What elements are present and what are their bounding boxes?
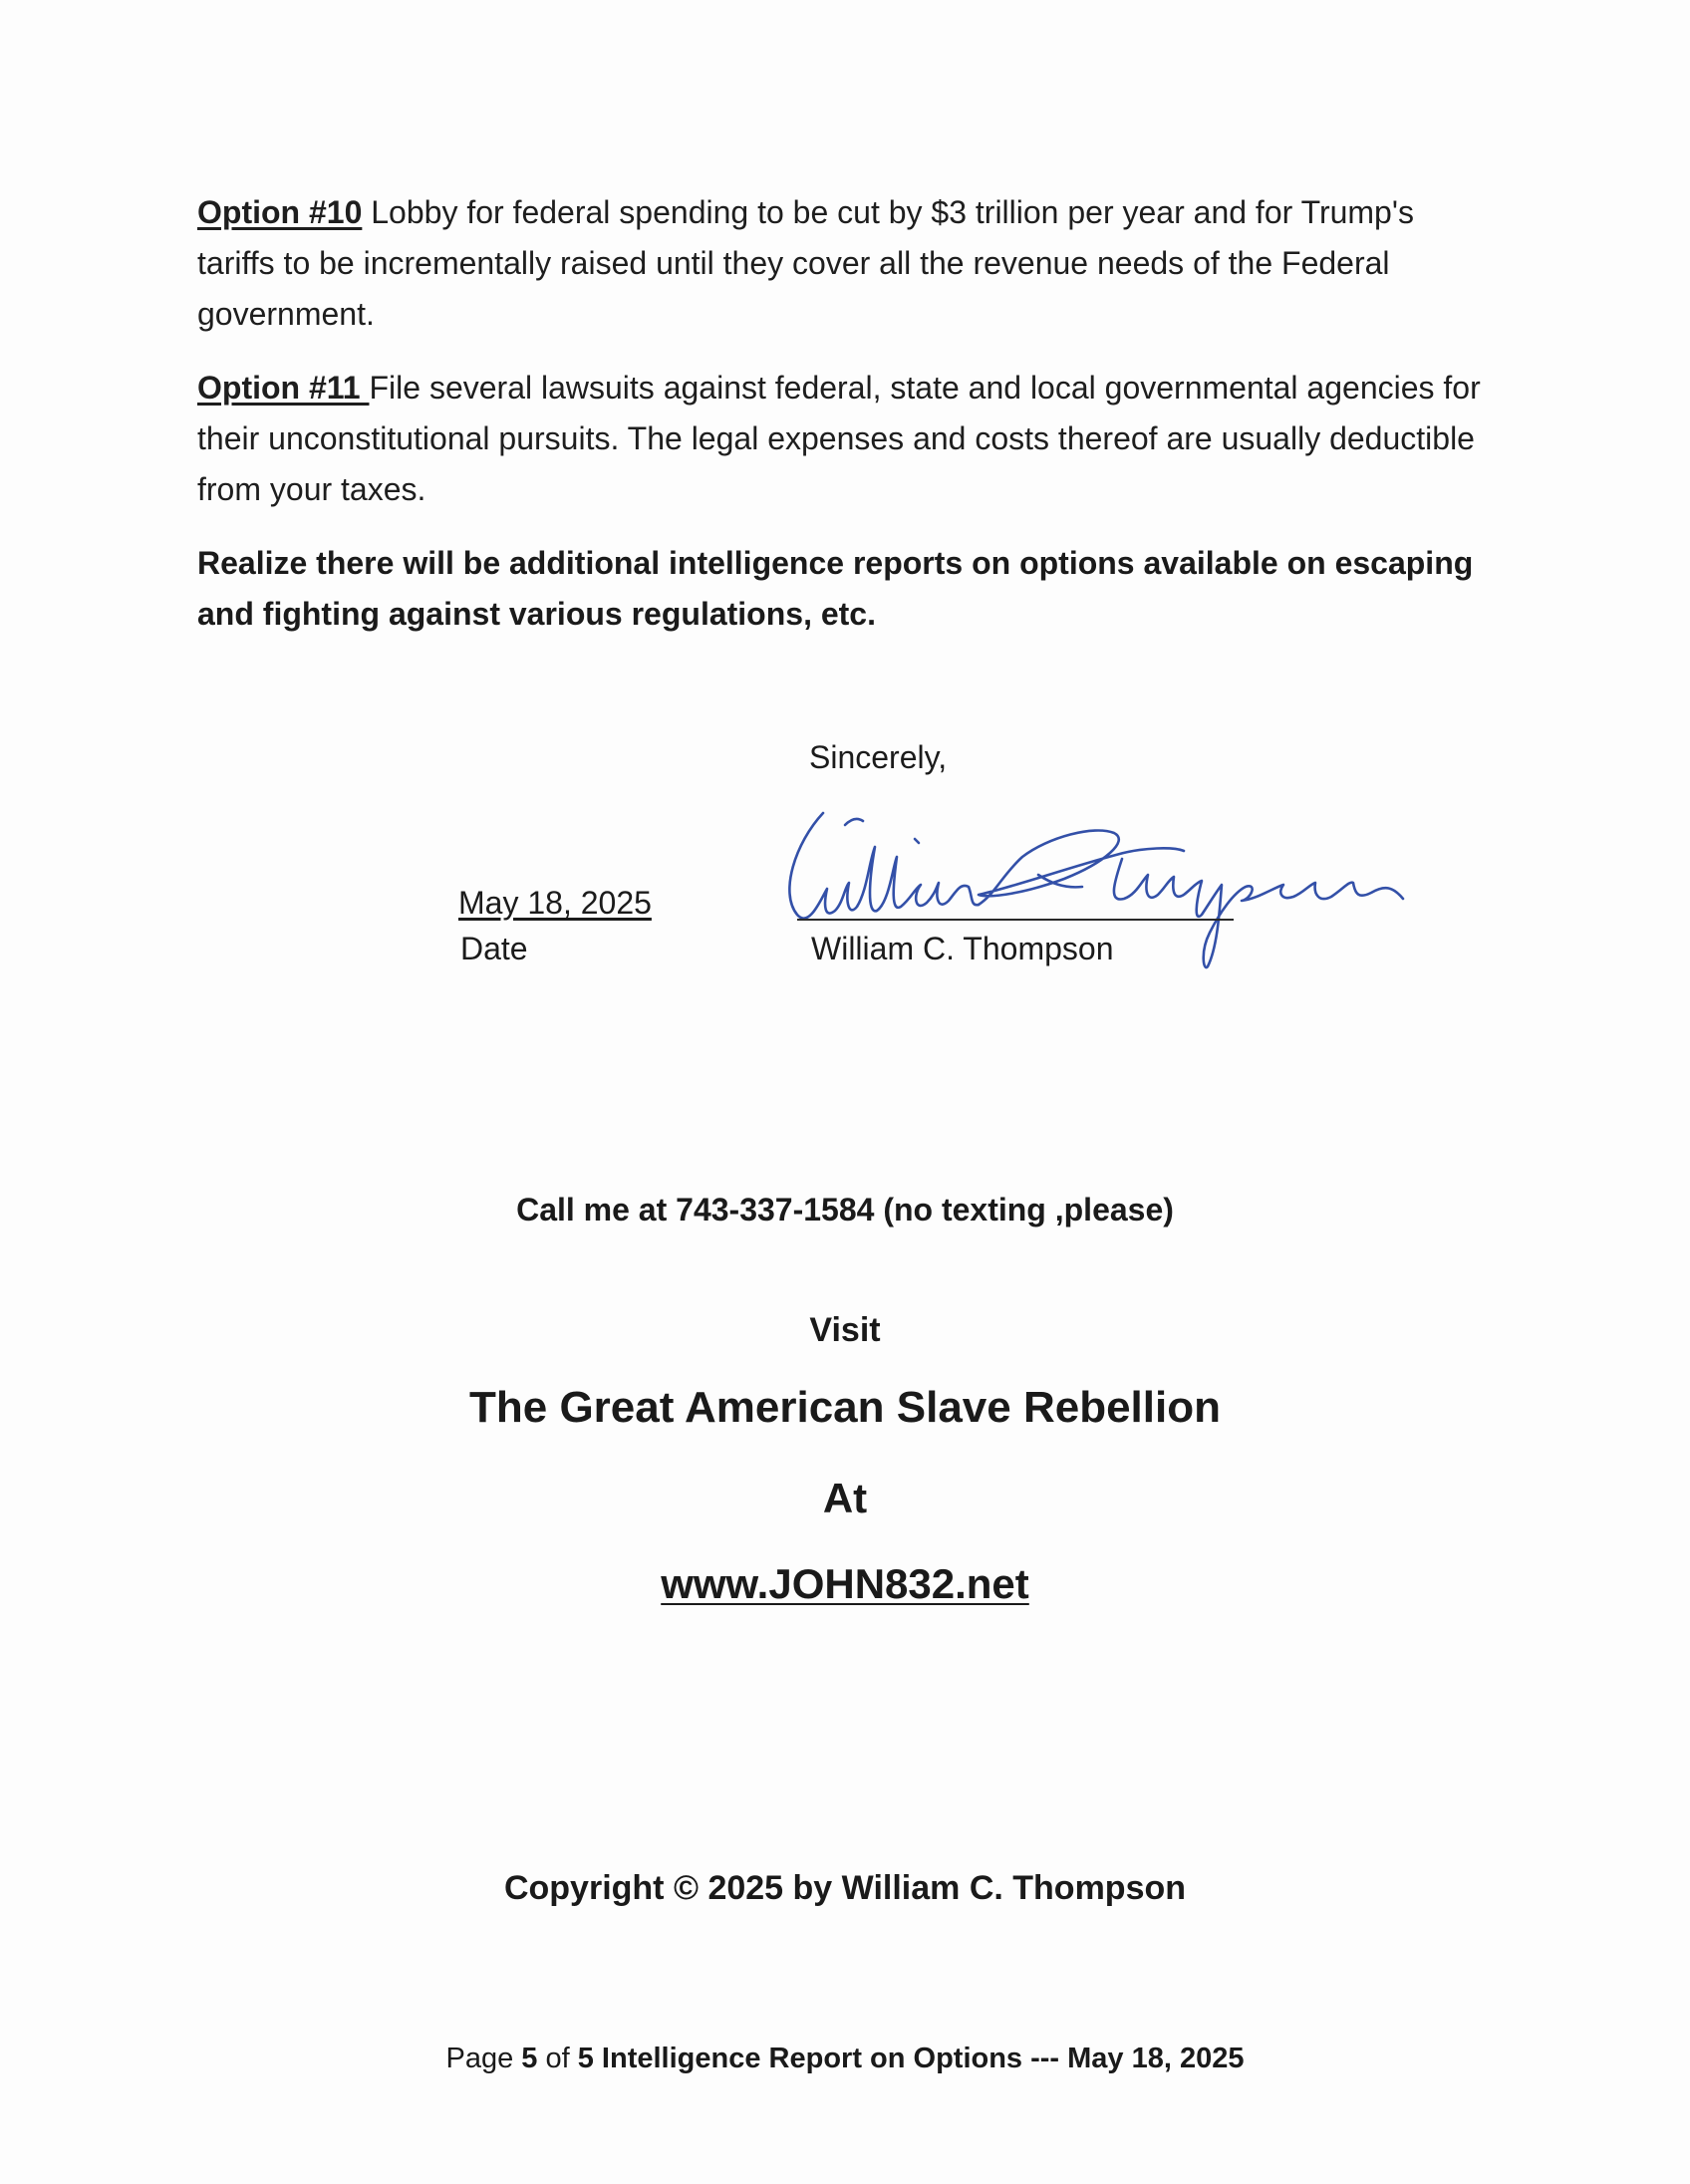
signature-line — [797, 919, 1234, 921]
page-footer — [0, 2043, 1690, 2075]
footer-page-total: 5 — [577, 2043, 594, 2074]
footer-page-current: 5 — [521, 2043, 538, 2074]
date-label: Date — [460, 931, 528, 966]
option-10-text: Lobby for federal spending to be cut by $3 trillion per year and for Trump's tariffs to be incrementally raised until they cover all the revenue needs of the Federal government. — [197, 194, 1414, 332]
closing-sincerely: Sincerely, — [809, 739, 948, 775]
option-11-paragraph — [197, 363, 1493, 515]
date-value: May 18, 2025 — [458, 885, 652, 921]
footer-page-of: of — [537, 2043, 578, 2074]
copyright-line: Copyright © 2025 by William C. Thompson — [503, 1869, 1187, 1907]
realize-paragraph: Realize there will be additional intelligence reports on options available on escaping and fighting against various regulations, etc. — [197, 545, 1474, 632]
call-line: Call me at 743-337-1584 (no texting ,please) — [516, 1192, 1174, 1228]
option-10-paragraph — [197, 187, 1493, 340]
option-11-label: Option #11 — [197, 370, 370, 406]
website-link-text[interactable]: www.JOHN832.net — [661, 1560, 1029, 1607]
at-line: At — [822, 1475, 868, 1521]
option-10-label: Option #10 — [197, 194, 363, 230]
website-link[interactable] — [0, 1560, 1690, 1608]
signer-name: William C. Thompson — [811, 931, 1114, 966]
footer-report-title: Intelligence Report on Options --- May 18, 2025 — [593, 2043, 1245, 2074]
footer-page-prefix: Page — [445, 2043, 522, 2074]
option-11-text: File several lawsuits against federal, state and local governmental agencies for their unconstitutional pursuits. The legal expenses and costs thereof are usually deductible from your taxes. — [197, 370, 1481, 507]
visit-line: Visit — [809, 1311, 881, 1349]
site-title: The Great American Slave Rebellion — [469, 1383, 1221, 1432]
